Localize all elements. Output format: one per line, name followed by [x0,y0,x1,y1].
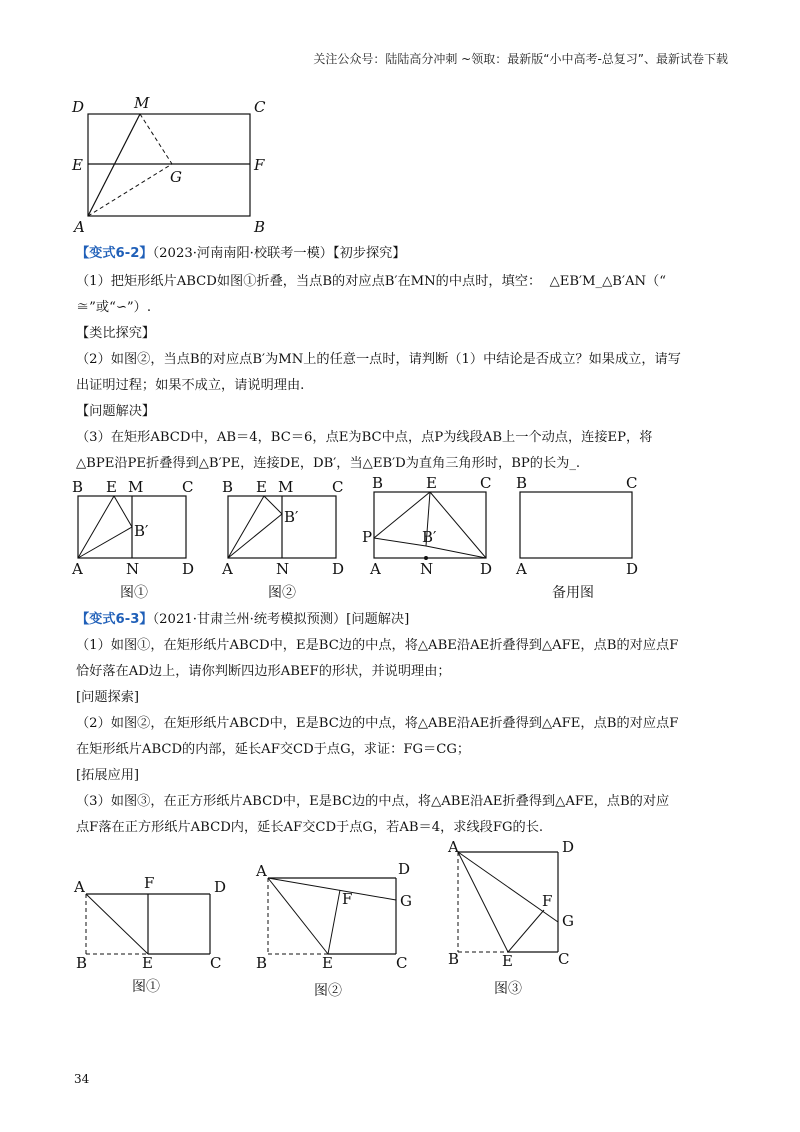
v63-cap-3: 图③ [494,981,522,997]
svg-text:N: N [126,560,140,578]
v62-figure-3 [362,474,502,578]
svg-text:A: A [516,560,527,578]
v62-sec3: 【问题解决】 [76,404,156,419]
svg-text:B: B [448,950,460,968]
svg-text:D: D [332,560,345,578]
v63-q3a: （3）如图③，在正方形纸片ABCD中，E是BC边的中点，将△ABE沿AE折叠得到△AFE，点B的对应 [76,794,670,809]
v63-figure-1 [70,870,230,970]
svg-text:F: F [144,874,155,892]
v62-q1-cont: ≅”或“∽”）. [76,300,152,315]
svg-text:E: E [142,954,153,972]
v63-cap-1: 图① [132,979,160,995]
v62-q1: （1）把矩形纸片ABCD如图①折叠，当点B的对应点B′在MN的中点时，填空： △EB′M_△B′AN（“ [76,274,666,289]
svg-text:E: E [426,474,437,492]
svg-text:E: E [322,954,333,972]
svg-text:B: B [76,954,88,972]
svg-text:D: D [214,878,227,896]
svg-text:F: F [542,892,553,910]
svg-text:M: M [278,478,294,496]
svg-text:B: B [516,474,528,492]
svg-text:D: D [398,860,411,878]
svg-text:P: P [362,528,373,546]
svg-text:C: C [210,954,222,972]
v63-cap-2: 图② [314,983,342,999]
v63-q3b: 点F落在正方形纸片ABCD内，延长AF交CD于点G，若AB＝4，求线段FG的长. [76,820,544,835]
svg-text:B: B [256,954,268,972]
label-A: A [74,218,85,236]
svg-text:B: B [72,478,84,496]
svg-text:D: D [562,838,575,856]
label-D: D [72,98,85,116]
v62-figure-2 [216,478,356,578]
svg-text:A: A [74,878,85,896]
v62-cap-backup: 备用图 [552,585,594,601]
svg-text:E: E [256,478,267,496]
v62-figure-1 [66,478,206,578]
page-number: 34 [74,1072,90,1086]
v63-figure-3 [440,838,590,968]
v63-heading: 【变式6-3】（2021·甘肃兰州·统考模拟预测）[问题解决] [76,612,410,627]
svg-text:N: N [276,560,290,578]
svg-text:B′: B′ [134,522,149,540]
svg-text:D: D [480,560,493,578]
v62-q3a: （3）在矩形ABCD中，AB＝4，BC＝6，点E为BC中点，点P为线段AB上一个动点，连接EP，将 [76,430,653,445]
v62-q3b: △BPE沿PE折叠得到△B′PE，连接DE，DB′，当△EB′D为直角三角形时，BP的长为_. [76,456,581,471]
svg-text:B: B [222,478,234,496]
v62-q2b: 出证明过程；如果不成立，请说明理由. [76,378,305,393]
v63-sec2: [问题探索] [76,690,140,705]
svg-text:G: G [562,912,574,930]
v63-q1a: （1）如图①，在矩形纸片ABCD中，E是BC边的中点，将△ABE沿AE折叠得到△AFE，点B的对应点F [76,638,679,653]
v63-sec3: [拓展应用] [76,768,140,783]
svg-text:A: A [370,560,381,578]
v62-heading: 【变式6-2】（2023·河南南阳·校联考一模）【初步探究】 [76,246,406,261]
label-F: F [254,156,265,174]
v62-cap-1: 图① [120,585,148,601]
page-header: 关注公众号：陆陆高分冲刺 ~领取：最新版“小中高考-总复习”、最新试卷下载 [313,52,728,66]
v62-sec2: 【类比探究】 [76,326,156,341]
svg-text:E: E [106,478,117,496]
svg-text:C: C [182,478,194,496]
svg-text:C: C [480,474,492,492]
svg-text:M: M [128,478,144,496]
svg-text:B′: B′ [284,508,299,526]
label-G: G [170,168,182,186]
svg-text:N: N [420,560,434,578]
svg-text:B: B [372,474,384,492]
svg-text:F: F [342,890,353,908]
v63-q1b: 恰好落在AD边上，请你判断四边形ABEF的形状，并说明理由； [76,664,451,679]
v63-q2b: 在矩形纸片ABCD的内部，延长AF交CD于点G，求证：FG＝CG； [76,742,471,757]
v62-cap-2: 图② [268,585,296,601]
svg-text:C: C [626,474,638,492]
label-C: C [254,98,266,116]
v62-figure-backup [508,474,648,578]
svg-text:G: G [400,892,412,910]
svg-text:B′: B′ [422,528,437,546]
svg-text:D: D [182,560,195,578]
svg-text:A: A [256,862,267,880]
label-M: M [134,94,150,112]
v63-q2a: （2）如图②，在矩形纸片ABCD中，E是BC边的中点，将△ABE沿AE折叠得到△AFE，点B的对应点F [76,716,679,731]
svg-text:C: C [332,478,344,496]
v62-q2a: （2）如图②，当点B的对应点B′为MN上的任意一点时，请判断（1）中结论是否成立？如果成立，请写 [76,352,681,367]
svg-text:D: D [626,560,639,578]
svg-text:C: C [396,954,408,972]
v63-figure-2 [250,860,420,970]
svg-text:A: A [72,560,83,578]
svg-text:C: C [558,950,570,968]
top-figure [60,90,290,240]
label-E: E [72,156,83,174]
svg-text:A: A [222,560,233,578]
svg-text:E: E [502,952,513,970]
svg-text:A: A [448,838,459,856]
label-B: B [254,218,266,236]
